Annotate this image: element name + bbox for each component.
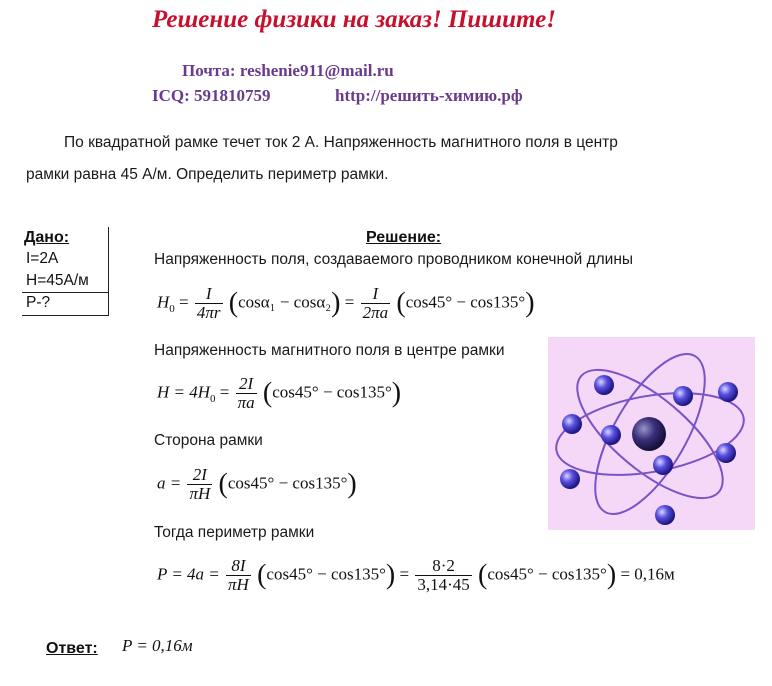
f1-eq: = [179, 292, 193, 312]
given-vertical-line [108, 227, 109, 315]
solution-step-2: Напряженность магнитного поля в центре рамки [154, 342, 505, 359]
given-divider [22, 292, 109, 293]
solution-step-3: Сторона рамки [154, 432, 263, 449]
f3-fraction [187, 466, 212, 503]
formula-1: $H_0$ = $\frac{I}{4\pi r}$ (cosα₁ − cosα₂) = $\frac{I}{2\pi a}$ (cos45° − cos135°) [157, 284, 535, 322]
formula-4: P = 4a = $\frac{8I}{\pi H}$ (cos45° − cos135°) = $\frac{8\cdot 2}{3,14\cdot 45}$ (cos45° − cos135°) = 0,16м [157, 556, 675, 594]
f4-den2: 3,14·45 [417, 575, 470, 594]
answer-value: P = 0,16м [122, 636, 193, 655]
f2-fraction [236, 375, 257, 412]
given-bottom-line [22, 315, 109, 316]
answer-label: Ответ: [46, 640, 98, 657]
atom-illustration [548, 337, 755, 530]
f1-paren: cosα₁ − cosα₂ [238, 292, 332, 312]
f1-den: 4πr [196, 303, 221, 322]
f4-den: πH [228, 575, 249, 594]
nucleus [632, 417, 666, 451]
given-label: Дано: [24, 229, 70, 246]
problem-line-2: рамки равна 45 А/м. Определить периметр рамки. [26, 166, 389, 183]
f3-num: 2I [187, 466, 212, 485]
f1-fraction [195, 285, 223, 322]
email-line: Почта: reshenie911@mail.ru [182, 61, 394, 80]
f4-result: = 0,16м [620, 564, 675, 584]
f3-den: πH [189, 484, 211, 503]
solution-step-4: Тогда периметр рамки [154, 524, 315, 541]
page-title: Решение физики на заказ! Пишите! [152, 6, 556, 33]
f2-paren: cos45° − cos135° [272, 382, 392, 402]
problem-line-1: По квадратной рамке течет ток 2 А. Напряженность магнитного поля в центр [64, 134, 618, 151]
atom-icon [548, 337, 755, 530]
icq-line: ICQ: 591810759 [152, 86, 271, 105]
f1-paren2: cos45° − cos135° [405, 292, 526, 312]
formula-2: $H = 4H_0$ = $\frac{2I}{\pi a}$ (cos45° − cos135°) [157, 374, 402, 412]
f4-fraction-2 [415, 557, 471, 594]
f1-num2: I [361, 285, 391, 304]
f1-fraction-2 [361, 285, 391, 322]
f1-den2: 2πa [362, 303, 389, 322]
f4-paren2: cos45° − cos135° [487, 564, 607, 584]
given-item-current: I=2A [26, 250, 59, 267]
f4-num: 8I [226, 557, 251, 576]
f1-sub: 0 [169, 302, 175, 315]
f2-sub: 0 [210, 392, 216, 405]
f3-paren: cos45° − cos135° [227, 473, 348, 493]
f4-lhs: P = 4a = [157, 564, 225, 584]
given-item-field: H=45A/м [26, 272, 89, 289]
f2-den: πa [237, 393, 255, 412]
site-link[interactable]: http://решить-химию.рф [335, 86, 523, 105]
f4-paren: cos45° − cos135° [266, 564, 386, 584]
f1-lhs: H [157, 292, 170, 312]
f2-num: 2I [236, 375, 257, 394]
f1-num: I [195, 285, 223, 304]
solution-step-1: Напряженность поля, создаваемого проводником конечной длины [154, 251, 634, 268]
find-label: P-? [26, 294, 51, 311]
f2-lhs: H = 4H [157, 382, 211, 402]
solution-heading: Решение: [366, 229, 442, 246]
f4-num2: 8·2 [415, 557, 471, 576]
f4-fraction [226, 557, 251, 594]
f3-lhs: a = [157, 473, 186, 493]
formula-3: a = $\frac{2I}{\pi H}$ (cos45° − cos135°) [157, 465, 357, 503]
